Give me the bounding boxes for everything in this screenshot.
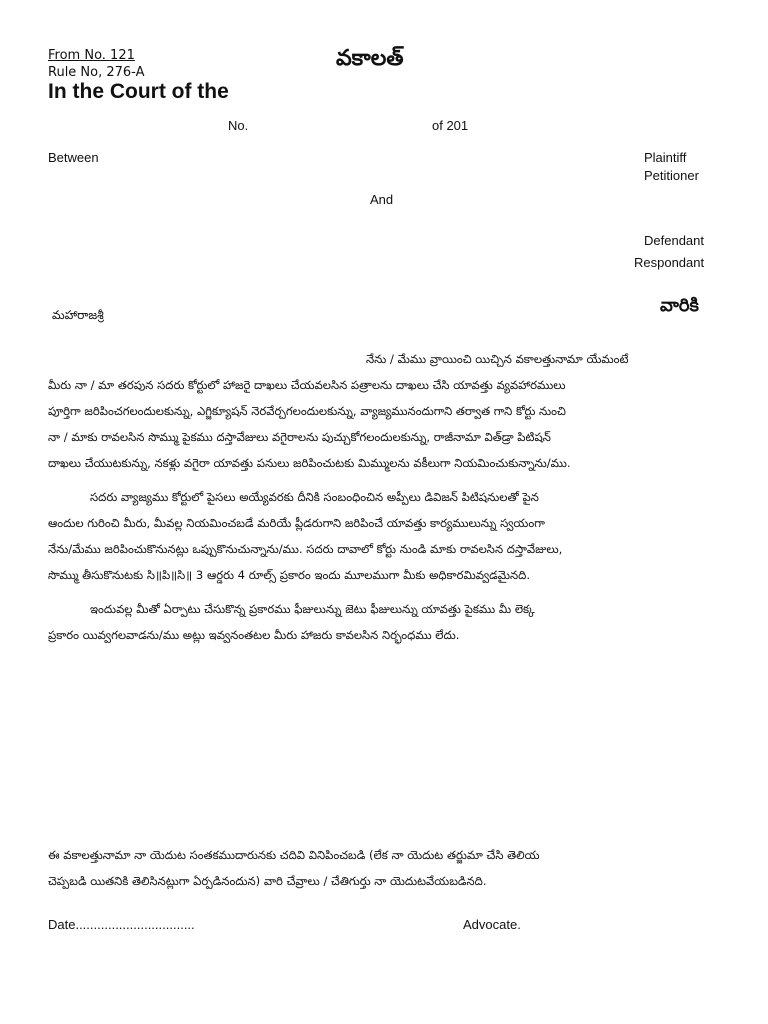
court-heading: In the Court of the [48, 80, 229, 103]
paragraph-line: పూర్తిగా జరిపించగలందులకున్ను, ఎగ్జిక్యూషన్ నెరవేర్చగలందులకున్ను, వ్యాజ్యమునందుగాని తర్వాత గాని కోర్టు నుంచి [48, 404, 566, 418]
paragraph-line: నేను/మేము జరిపించుకొనునట్లు ఒప్పుకొనుచున్నాను/ము. సదరు దావాలో కోర్టు నుండి మాకు రావలసిన దస్తావేజులు, [48, 542, 563, 556]
paragraph-1 [48, 346, 720, 476]
paragraph-line: మీరు నా / మా తరపున సదరు కోర్టులో హాజరై దాఖలు చేయవలసిన పత్రాలను దాఖలు చేసి యావత్తు వ్యవహారములు [48, 378, 566, 392]
paragraph-line: ఈ వకాలత్తునామా నా యెదుట సంతకముదారునకు చదివి వినిపించబడి (లేక నా యెదుట తర్జుమా చేసి తెలియ [48, 848, 540, 862]
rule-number: Rule No, 276-A [48, 65, 145, 80]
paragraph-line: నా / మాకు రావలసిన సొమ్ము పైకము దస్తావేజులు వగైరాలను పుచ్చుకోగలందులకున్ను, రాజీనామా విత్‌డ్రా పిటిషన్ [48, 430, 551, 444]
plaintiff-label: Plaintiff [644, 150, 687, 165]
salutation-maharajasri: మహారాజశ్రీ [52, 308, 104, 322]
petitioner-label: Petitioner [644, 168, 699, 183]
paragraph-3 [48, 596, 720, 648]
form-number: From No. 121 [48, 48, 135, 63]
document-title: వకాలత్ [336, 46, 404, 71]
paragraph-line: చెప్పబడి యితనికి తెలిసినట్లుగా ఏర్పడినందున) వారి చేవ్రాలు / చేతిగుర్తు నా యెదుటవేయబడినది. [48, 874, 487, 888]
between-label: Between [48, 150, 99, 165]
paragraph-line: ఇందువల్ల మీతో ఏర్పాటు చేసుకొన్న ప్రకారము ఫీజులున్ను జెటు ఫీజులున్ను యావత్తు పైకము మీ లెక్క [90, 602, 535, 616]
paragraph-line: ఆందుల గురించి మీరు, మీవల్ల నియమించబడే మరియే ప్లీడరుగాని జరిపించే యావత్తు కార్యములున్ను స్వయంగా [48, 516, 545, 530]
paragraph-line: దాఖలు చేయుటకున్ను, నకళ్లు వగైరా యావత్తు పనులు జరిపించుటకు మిమ్ములను వకీలుగా నియమించుకున్నాను/ము. [48, 456, 571, 470]
paragraph-line: సొమ్ము తీసుకొనుటకు సి॥పి॥సి॥ 3 ఆర్డరు 4 రూల్స్ ప్రకారం ఇందు మూలముగా మీకు అధికారమివ్వడమైనది. [48, 568, 531, 582]
case-year-label: of 201 [432, 118, 469, 133]
paragraph-2 [48, 484, 720, 588]
respondant-label: Respondant [634, 255, 705, 270]
paragraph-line: నేను / మేము వ్రాయించి యిచ్చిన వకాలత్తునామా యేమంటే [366, 352, 629, 366]
paragraph-4 [48, 842, 720, 894]
advocate-signature-label: Advocate. [463, 917, 521, 932]
defendant-label: Defendant [644, 233, 704, 248]
date-field: Date................................. [48, 917, 195, 932]
salutation-variki: వారికి [660, 295, 699, 316]
case-number-label: No. [228, 118, 249, 133]
paragraph-line: సదరు వ్యాజ్యము కోర్టులో పైసలు అయ్యేవరకు దీనికి సంబంధించిన అప్పీలు డివిజన్ పిటిషనులతో పైన [90, 490, 539, 504]
paragraph-line: ప్రకారం యివ్వగలవాడను/ము అట్లు ఇవ్వనంతటల మీరు హాజరు కావలసిన నిర్భంధము లేదు. [48, 628, 460, 642]
and-label: And [370, 192, 394, 207]
